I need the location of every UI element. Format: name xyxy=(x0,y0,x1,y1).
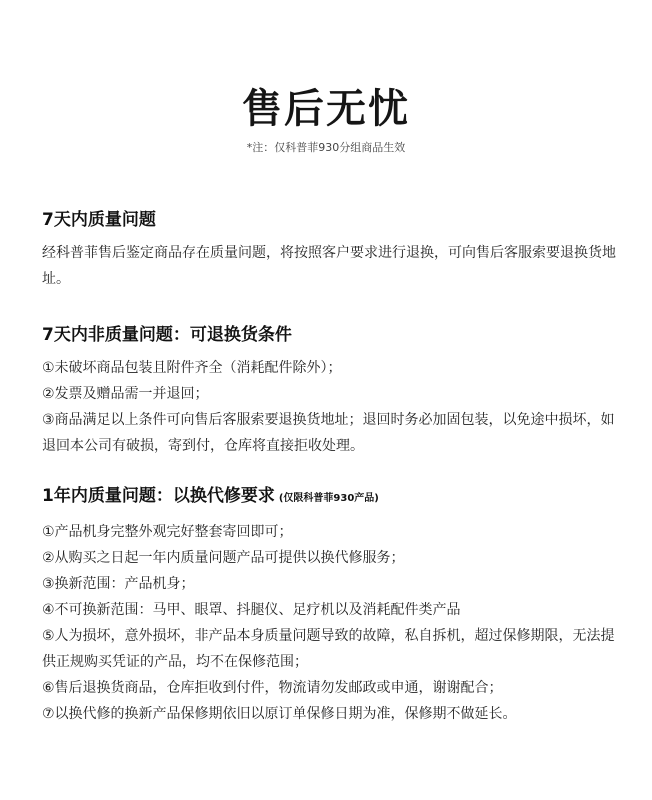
policy-line: ③商品满足以上条件可向售后客服索要退换货地址；退回时务必加固包装，以免途中损坏，如退回本公司有破损，寄到付，仓库将直接拒收处理。 xyxy=(42,412,615,454)
section-heading xyxy=(42,208,617,232)
section-body xyxy=(42,240,617,292)
section-heading-text: 7天内质量问题 xyxy=(42,210,156,230)
policy-line: ①产品机身完整外观完好整套寄回即可； xyxy=(42,524,293,540)
page-title: 售后无忧 xyxy=(242,86,410,132)
policy-line: ⑦以换代修的换新产品保修期依旧以原订单保修日期为准，保修期不做延长。 xyxy=(42,706,517,722)
section-1year-quality xyxy=(42,484,617,727)
policy-line: ④不可换新范围：马甲、眼罩、抖腿仪、足疗机以及消耗配件类产品 xyxy=(42,602,461,618)
section-7day-nonquality xyxy=(42,323,617,459)
section-heading-note: (仅限科普菲930产品) xyxy=(278,493,379,504)
policy-line: ②从购买之日起一年内质量问题产品可提供以换代修服务； xyxy=(42,550,405,566)
policy-line: ②发票及赠品需一并退回； xyxy=(42,386,209,402)
section-heading xyxy=(42,484,617,511)
section-7day-quality xyxy=(42,208,617,292)
policy-line: ①未破坏商品包装且附件齐全（消耗配件除外）； xyxy=(42,360,342,376)
section-heading-text: 7天内非质量问题：可退换货条件 xyxy=(42,325,292,345)
policy-line: ⑤人为损坏，意外损坏，非产品本身质量问题导致的故障，私自拆机，超过保修期限，无法提供正规购买凭证的产品，均不在保修范围； xyxy=(42,628,615,670)
section-heading-text: 1年内质量问题：以换代修要求 xyxy=(42,486,275,506)
policy-line: ⑥售后退换货商品，仓库拒收到付件，物流请勿发邮政或申通，谢谢配合； xyxy=(42,680,503,696)
section-body xyxy=(42,355,617,459)
policy-line: ③换新范围：产品机身； xyxy=(42,576,195,592)
policy-line: 经科普菲售后鉴定商品存在质量问题，将按照客户要求进行退换，可向售后客服索要退换货地址。 xyxy=(42,245,616,287)
section-body xyxy=(42,519,617,727)
section-heading xyxy=(42,323,617,347)
scope-note: *注：仅科普菲930分组商品生效 xyxy=(246,141,406,154)
